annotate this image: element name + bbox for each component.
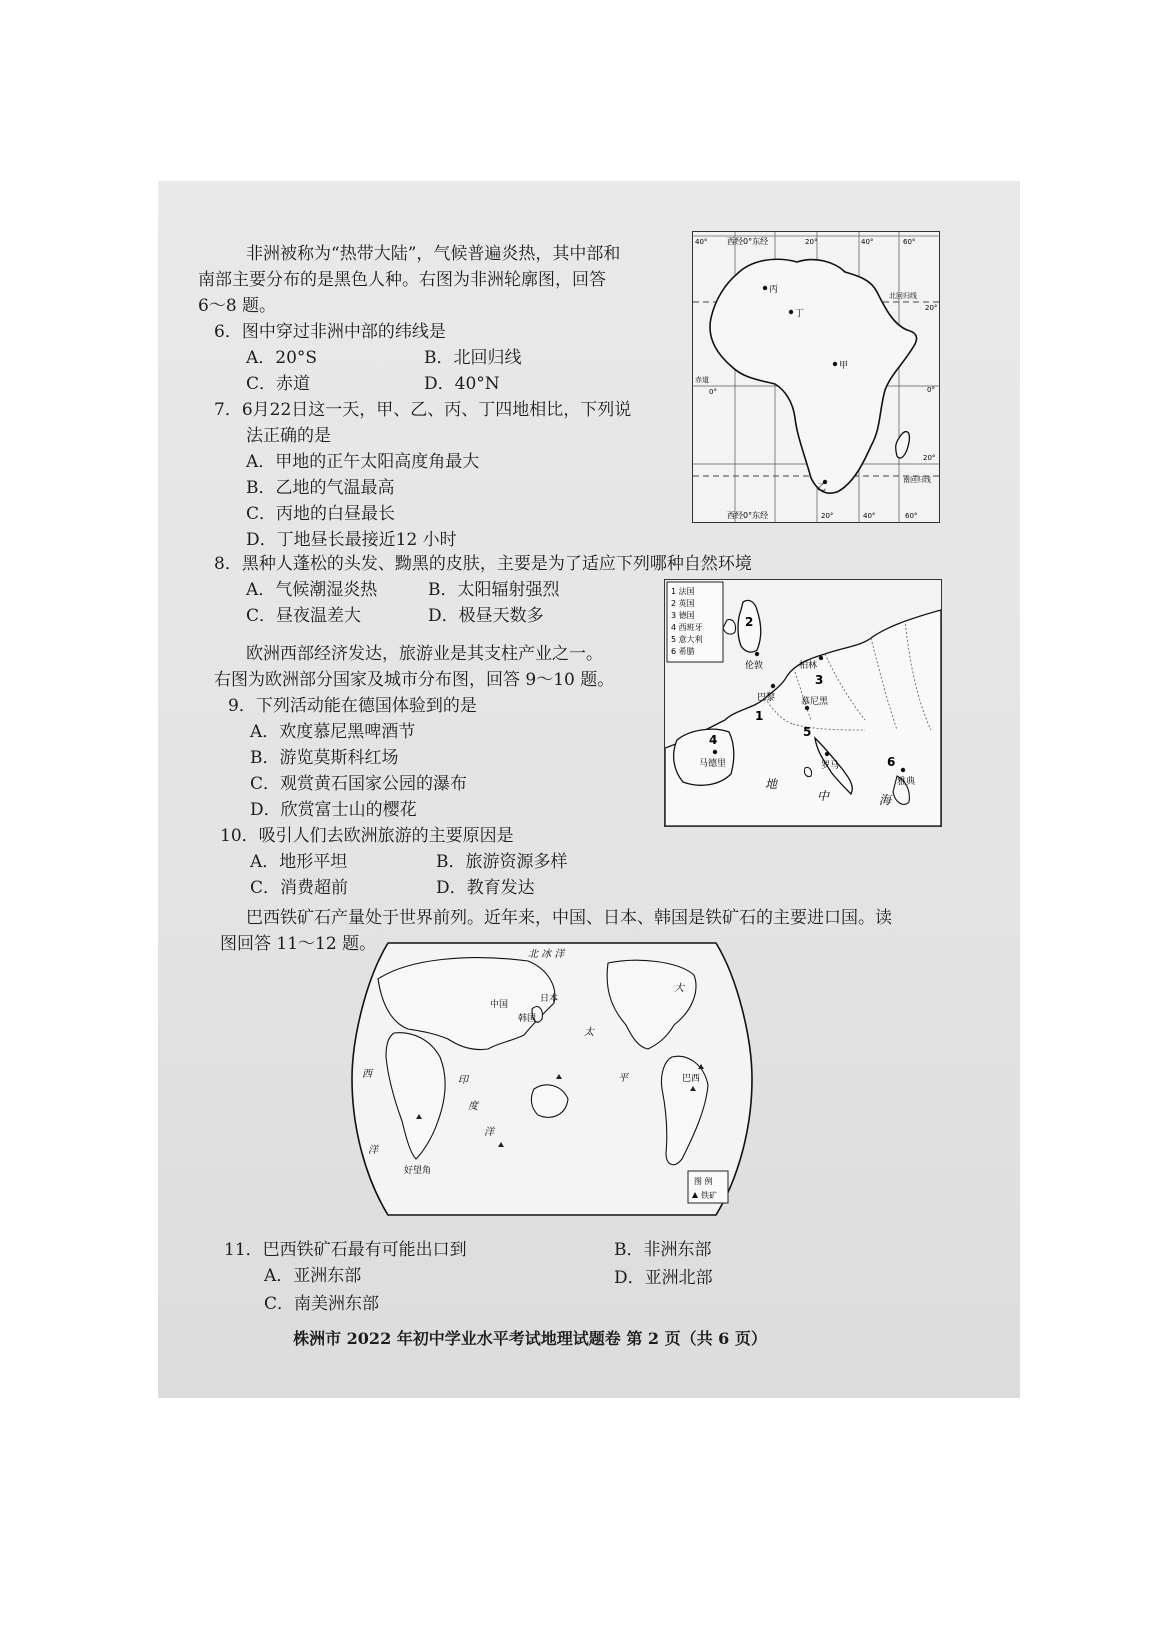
q8-option-b: B．太阳辐射强烈 (428, 580, 560, 600)
exam-page (158, 181, 1020, 1398)
intro-africa-line1: 非洲被称为“热带大陆”，气候普遍炎热，其中部和 (246, 244, 621, 264)
cape-good-hope: 好望角 (404, 1166, 432, 1176)
q10-option-c: C．消费超前 (250, 878, 349, 898)
q9-option-a: A．欢度慕尼黑啤酒节 (250, 722, 416, 742)
q7-option-b: B．乙地的气温最高 (246, 478, 395, 498)
country-num-3: 3 (815, 673, 824, 687)
q11-option-c: C．南美洲东部 (264, 1294, 380, 1314)
q11-stem: 11．巴西铁矿石最有可能出口到 (224, 1240, 467, 1260)
q10-stem: 10．吸引人们去欧洲旅游的主要原因是 (220, 826, 514, 846)
city-madrid: 马德里 (699, 759, 727, 769)
sea-char-1: 地 (765, 777, 778, 791)
deg-top-60: 60° (903, 238, 916, 246)
q10-option-a: A．地形平坦 (250, 852, 348, 872)
country-num-6: 6 (887, 755, 896, 769)
page-footer: 株洲市 2022 年初中学业水平考试地理试题卷 第 2 页（共 6 页） (293, 1329, 767, 1348)
intro-brazil-line1: 巴西铁矿石产量处于世界前列。近年来，中国、日本、韩国是铁矿石的主要进口国。读 (246, 908, 892, 928)
intro-europe-line1: 欧洲西部经济发达，旅游业是其支柱产业之一。 (246, 644, 603, 664)
intro-brazil-line2: 图回答 11～12 题。 (220, 934, 377, 954)
country-num-1: 1 (755, 709, 764, 723)
sea-char-3: 海 (879, 793, 892, 807)
q11-option-a: A．亚洲东部 (264, 1266, 362, 1286)
ocean-indian-1: 印 (458, 1075, 468, 1086)
q9-option-b: B．游览莫斯科红场 (250, 748, 399, 768)
q7-option-d: D．丁地昼长最接近12 小时 (246, 530, 457, 550)
deg-right-20n: 20° (925, 304, 938, 312)
ocean-atlantic-1: 大 (674, 983, 684, 994)
africa-ding-label: 丁 (795, 309, 805, 319)
city-london: 伦敦 (745, 661, 764, 671)
q7-stem-line1: 7．6月22日这一天，甲、乙、丙、丁四地相比，下列说 (214, 400, 632, 420)
ocean-indian-2: 度 (468, 1101, 478, 1112)
deg-top-left: 40° (695, 238, 708, 246)
world-map (348, 939, 756, 1219)
deg-bottom-40: 40° (863, 512, 876, 520)
city-athens: 雅典 (897, 777, 916, 787)
ocean-pacific-2: 平 (618, 1073, 628, 1084)
country-korea: 韩国 (518, 1014, 537, 1024)
africa-bottom-label: 西经0°东经 (727, 511, 769, 520)
africa-outline-map (692, 231, 940, 523)
africa-top-label: 西经0°东经 (727, 237, 769, 246)
legend-italy: 5 意大利 (671, 635, 703, 644)
country-num-2: 2 (745, 615, 754, 629)
legend-spain: 4 西班牙 (671, 623, 703, 632)
q7-option-a: A．甲地的正午太阳高度角最大 (246, 452, 480, 472)
europe-countries-map (664, 579, 942, 827)
africa-jia-label: 甲 (839, 361, 849, 371)
deg-top-40: 40° (861, 238, 874, 246)
country-china: 中国 (490, 1000, 509, 1010)
africa-bing-label: 丙 (769, 285, 779, 295)
country-brazil: 巴西 (682, 1074, 701, 1084)
ocean-arctic: 北 冰 洋 (528, 949, 565, 960)
country-num-5: 5 (803, 725, 812, 739)
city-berlin: 柏林 (799, 661, 818, 671)
intro-africa-line2: 南部主要分布的是黑色人种。右图为非洲轮廓图，回答 (198, 270, 606, 290)
q6-stem: 6．图中穿过非洲中部的纬线是 (214, 322, 446, 342)
q6-option-b: B．北回归线 (424, 348, 522, 368)
q8-stem: 8．黑种人蓬松的头发、黝黑的皮肤，主要是为了适应下列哪种自然环境 (214, 554, 752, 574)
city-rome: 罗马 (821, 761, 840, 771)
deg-bottom-20: 20° (821, 512, 834, 520)
q8-option-d: D．极昼天数多 (428, 606, 544, 626)
legend-france: 1 法国 (671, 587, 695, 596)
q8-option-a: A．气候潮湿炎热 (246, 580, 378, 600)
q11-option-d: D．亚洲北部 (614, 1268, 713, 1288)
legend-uk: 2 英国 (671, 599, 695, 608)
intro-europe-line2: 右图为欧洲部分国家及城市分布图，回答 9～10 题。 (214, 670, 615, 690)
country-num-4: 4 (709, 733, 718, 747)
ocean-pacific-1: 太 (584, 1027, 594, 1038)
ocean-indian-3: 洋 (484, 1127, 494, 1138)
q10-option-d: D．教育发达 (436, 878, 535, 898)
legend-greece: 6 希腊 (671, 647, 695, 656)
intro-africa-line3: 6～8 题。 (198, 296, 277, 316)
equator-label: 赤道 (695, 376, 709, 384)
world-legend-title: 图 例 (694, 1177, 713, 1186)
city-munich: 慕尼黑 (801, 697, 829, 707)
deg-right-20s: 20° (923, 454, 936, 462)
q6-option-d: D．40°N (424, 374, 500, 394)
tropic-north-label: 北回归线 (889, 292, 917, 300)
q6-option-a: A．20°S (246, 348, 318, 368)
legend-germany: 3 德国 (671, 611, 695, 620)
q9-stem: 9．下列活动能在德国体验到的是 (228, 696, 477, 716)
q9-option-d: D．欣赏富士山的樱花 (250, 800, 417, 820)
country-japan: 日本 (540, 994, 559, 1004)
deg-bottom-60: 60° (905, 512, 918, 520)
deg-right-0: 0° (927, 386, 935, 394)
q7-stem-line2: 法正确的是 (246, 426, 331, 446)
tropic-south-label: 南回归线 (903, 476, 931, 484)
q11-option-b: B．非洲东部 (614, 1240, 712, 1260)
q7-option-c: C．丙地的白昼最长 (246, 504, 396, 524)
city-paris: 巴黎 (757, 693, 776, 703)
q10-option-b: B．旅游资源多样 (436, 852, 568, 872)
africa-yi-label: 乙 (817, 483, 827, 493)
q8-option-c: C．昼夜温差大 (246, 606, 362, 626)
sea-char-2: 中 (817, 789, 830, 803)
q9-option-c: C．观赏黄石国家公园的瀑布 (250, 774, 468, 794)
deg-left-0: 0° (709, 388, 717, 396)
deg-top-20: 20° (805, 238, 818, 246)
q6-option-c: C．赤道 (246, 374, 311, 394)
world-legend-iron: 铁矿 (701, 1191, 717, 1200)
ocean-atlantic-2: 西 (362, 1069, 372, 1080)
ocean-atlantic-3: 洋 (368, 1145, 378, 1156)
